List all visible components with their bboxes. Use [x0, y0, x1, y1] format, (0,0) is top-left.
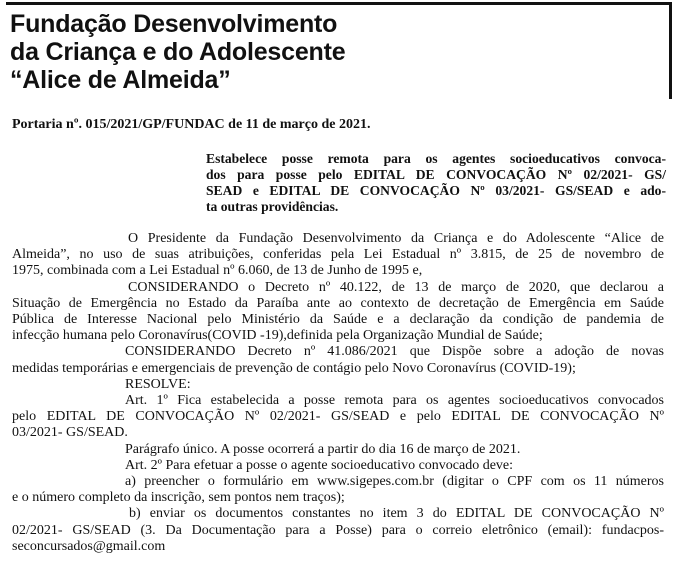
portaria-heading: Portaria nº. 015/2021/GP/FUNDAC de 11 de março de 2021.	[12, 117, 371, 132]
body-line: CONSIDERANDO Decreto nº 41.086/2021 que Dispõe sobre a adoção de novas	[125, 344, 664, 360]
body-line: 1975, combinada com a Lei Estadual nº 6.060, de 13 de Junho de 1995 e,	[12, 263, 423, 279]
body-line: Situação de Emergência no Estado da Paraíba ante ao contexto de decretação de Emergência em Saúde	[12, 295, 664, 311]
body-line: RESOLVE:	[125, 376, 191, 392]
body-line: 03/2021- GS/SEAD.	[12, 425, 128, 441]
body-line: a) preencher o formulário em www.sigepes.com.br (digitar o CPF com os 11 números	[125, 474, 664, 490]
body-line: Pública de Interesse Nacional pelo Ministério da Saúde e a declaração da condição de pandemia de	[12, 312, 664, 328]
body-line: infecção humana pelo Coronavírus(COVID -19),definida pela Organização Mundial de Saúde;	[12, 328, 543, 344]
body-line: Parágrafo único. A posse ocorrerá a partir do dia 16 de março de 2021.	[125, 441, 521, 457]
title-line: “Alice de Almeida”	[10, 66, 231, 94]
ementa-line: Estabelece posse remota para os agentes socioeducativos convoca-	[206, 151, 666, 166]
body-line: Art. 2º Para efetuar a posse o agente socioeducativo convocado deve:	[125, 457, 514, 473]
institution-title	[10, 10, 345, 94]
header-box	[6, 2, 672, 99]
body-line: Almeida”, no uso de suas atribuições, conferidas pela Lei Estadual nº 3.815, de 25 de novembro de	[12, 247, 664, 263]
ementa-line: ta outras providências.	[206, 199, 339, 214]
body-line: b) enviar os documentos constantes no item 3 do EDITAL DE CONVOCAÇÃO Nº	[129, 506, 664, 522]
ementa-line: SEAD e EDITAL DE CONVOCAÇÃO Nº 03/2021- GS/SEAD e ado-	[206, 183, 666, 198]
body-line: medidas temporárias e emergenciais de prevenção de contágio pelo Novo Coronavírus (COVID-19);	[12, 360, 576, 376]
title-line: Fundação Desenvolvimento	[10, 10, 338, 38]
body-line: seconcursados@gmail.com	[12, 538, 166, 554]
body-line: 02/2021- GS/SEAD (3. Da Documentação para a Posse) para o correio eletrônico (email): fundacpos-	[12, 522, 664, 538]
body-line: O Presidente da Fundação Desenvolvimento da Criança e do Adolescente “Alice de	[128, 231, 664, 246]
title-line: da Criança e do Adolescente	[10, 38, 346, 66]
body-line: CONSIDERANDO o Decreto nº 40.122, de 13 de março de 2020, que declarou a	[128, 279, 664, 295]
ementa-line: dos para posse pelo EDITAL DE CONVOCAÇÃO Nº 02/2021- GS/	[206, 167, 666, 182]
body-line: Art. 1º Fica estabelecida a posse remota para os agentes socioeducativos convocados	[125, 393, 664, 409]
portaria-body	[12, 231, 664, 555]
body-line: e o número completo da inscrição, sem pontos nem traços);	[12, 490, 345, 506]
body-line: pelo EDITAL DE CONVOCAÇÃO Nº 02/2021- GS/SEAD e pelo EDITAL DE CONVOCAÇÃO Nº	[12, 409, 664, 425]
ementa-summary	[206, 151, 666, 215]
